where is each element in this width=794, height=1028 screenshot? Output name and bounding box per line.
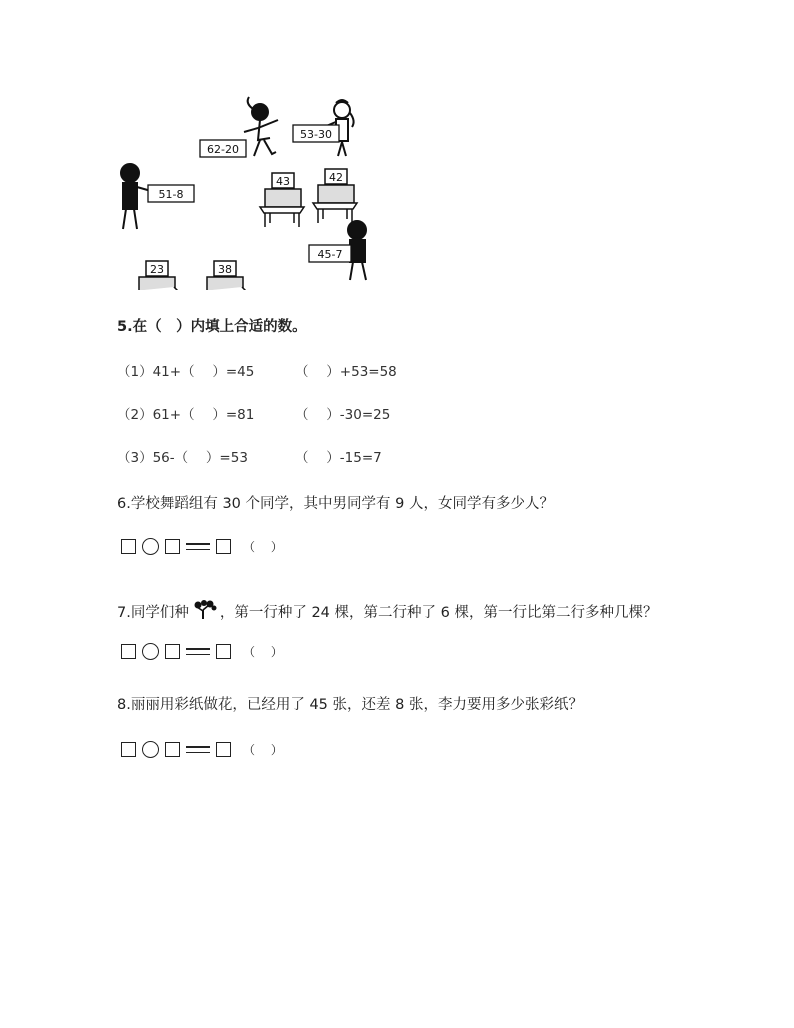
answer-box[interactable] xyxy=(165,539,180,554)
q8-text: 8.丽丽用彩纸做花，已经用了 45 张，还差 8 张，李力要用多少张彩纸？ xyxy=(117,697,583,713)
unit-paren[interactable]: （ ） xyxy=(243,743,283,757)
operator-circle[interactable] xyxy=(142,741,159,758)
answer-box[interactable] xyxy=(216,644,231,659)
q7-text-after: ，第一行种了 24 棵，第二行种了 6 棵，第一行比第二行多种几棵？ xyxy=(219,605,658,621)
boy-left-figure xyxy=(121,164,151,229)
unit-paren[interactable]: （ ） xyxy=(243,645,283,659)
q7-text-before: 7.同学们种 xyxy=(117,605,189,621)
q5-title: 5.在（ ）内填上合适的数。 xyxy=(117,319,307,335)
answer-box[interactable] xyxy=(121,539,136,554)
illustration xyxy=(110,95,400,290)
card-text: 51-8 xyxy=(158,188,184,201)
girl-running-figure xyxy=(244,97,278,156)
q5-row2-left: （2）61+（ ）=81 xyxy=(117,407,255,423)
chair-number: 42 xyxy=(329,171,343,184)
q5-row1-right: （ ）+53=58 xyxy=(295,364,397,380)
card-text: 53-30 xyxy=(300,128,332,141)
answer-box[interactable] xyxy=(121,644,136,659)
q7-text xyxy=(117,598,657,622)
chair-number: 38 xyxy=(218,263,232,276)
equals-sign xyxy=(186,543,210,550)
q5-row3-right: （ ）-15=7 xyxy=(295,450,382,466)
chair-number: 43 xyxy=(276,175,290,188)
q6-answer-template xyxy=(121,538,283,555)
equals-sign xyxy=(186,648,210,655)
card-text: 62-20 xyxy=(207,143,239,156)
answer-box[interactable] xyxy=(121,742,136,757)
q6-text: 6.学校舞蹈组有 30 个同学，其中男同学有 9 人，女同学有多少人？ xyxy=(117,496,554,512)
q5-row1-left: （1）41+（ ）=45 xyxy=(117,364,255,380)
answer-box[interactable] xyxy=(216,742,231,757)
operator-circle[interactable] xyxy=(142,643,159,660)
q8-answer-template xyxy=(121,741,283,758)
tree-icon xyxy=(192,598,218,620)
unit-paren[interactable]: （ ） xyxy=(243,540,283,554)
q5-row3-left: （3）56-（ ）=53 xyxy=(117,450,248,466)
card-text: 45-7 xyxy=(317,248,343,261)
q5-row2-right: （ ）-30=25 xyxy=(295,407,391,423)
operator-circle[interactable] xyxy=(142,538,159,555)
q7-answer-template xyxy=(121,643,283,660)
answer-box[interactable] xyxy=(165,742,180,757)
answer-box[interactable] xyxy=(165,644,180,659)
chair-number: 23 xyxy=(150,263,164,276)
equals-sign xyxy=(186,746,210,753)
answer-box[interactable] xyxy=(216,539,231,554)
